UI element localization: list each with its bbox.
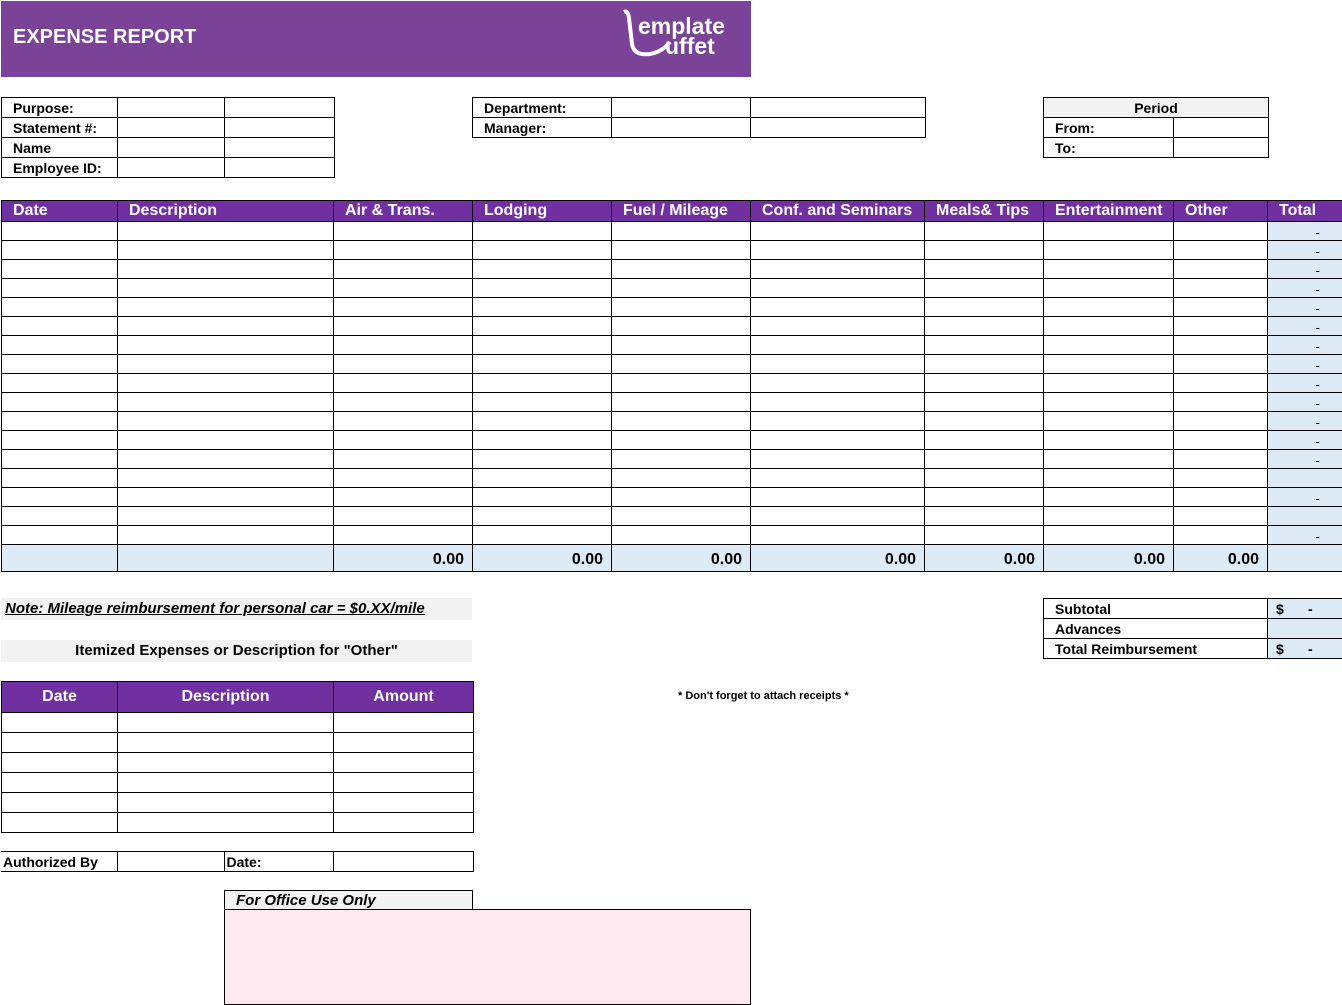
itemized-table bbox=[1, 681, 474, 833]
department-table bbox=[472, 97, 926, 138]
expense-cell[interactable] bbox=[925, 336, 1044, 355]
expense-cell[interactable] bbox=[612, 526, 751, 545]
itemized-cell[interactable] bbox=[334, 813, 474, 833]
expense-cell[interactable] bbox=[1174, 450, 1268, 469]
expense-cell[interactable] bbox=[1174, 298, 1268, 317]
statement-field[interactable] bbox=[118, 118, 225, 138]
expense-cell[interactable] bbox=[118, 431, 334, 450]
employee-id-label: Employee ID: bbox=[2, 158, 118, 178]
amount: - bbox=[1308, 640, 1313, 657]
expense-cell[interactable] bbox=[334, 507, 473, 526]
row-total: - bbox=[1268, 241, 1342, 260]
expense-row bbox=[2, 260, 1342, 279]
expense-cell[interactable] bbox=[473, 431, 612, 450]
expense-cell[interactable] bbox=[118, 412, 334, 431]
expense-row bbox=[2, 298, 1342, 317]
expense-cell[interactable] bbox=[473, 279, 612, 298]
expense-cell[interactable] bbox=[2, 393, 118, 412]
summary-label: Total Reimbursement bbox=[1044, 639, 1268, 659]
expense-cell[interactable] bbox=[118, 355, 334, 374]
row-total: - bbox=[1268, 260, 1342, 279]
employee-id-field[interactable] bbox=[118, 158, 225, 178]
expense-cell[interactable] bbox=[925, 222, 1044, 241]
to-field[interactable] bbox=[1174, 138, 1269, 158]
column-total: 0.00 bbox=[1044, 545, 1174, 572]
column-total: 0.00 bbox=[334, 545, 473, 572]
expense-cell[interactable] bbox=[1174, 260, 1268, 279]
expense-cell[interactable] bbox=[473, 412, 612, 431]
expense-cell[interactable] bbox=[1174, 526, 1268, 545]
expense-cell[interactable] bbox=[1174, 412, 1268, 431]
itemized-cell[interactable] bbox=[334, 773, 474, 793]
expense-cell[interactable] bbox=[1174, 393, 1268, 412]
expense-cell[interactable] bbox=[118, 374, 334, 393]
expense-cell[interactable] bbox=[925, 412, 1044, 431]
expense-cell[interactable] bbox=[925, 355, 1044, 374]
expense-cell[interactable] bbox=[334, 355, 473, 374]
expense-cell[interactable] bbox=[473, 374, 612, 393]
itemized-cell[interactable] bbox=[2, 793, 118, 813]
expense-cell[interactable] bbox=[2, 279, 118, 298]
expense-cell[interactable] bbox=[751, 374, 925, 393]
expense-cell[interactable] bbox=[334, 260, 473, 279]
expense-cell[interactable] bbox=[925, 241, 1044, 260]
expense-cell[interactable] bbox=[473, 336, 612, 355]
expense-cell[interactable] bbox=[751, 412, 925, 431]
expense-cell[interactable] bbox=[1174, 431, 1268, 450]
itemized-cell[interactable] bbox=[118, 773, 334, 793]
column-total: 0.00 bbox=[751, 545, 925, 572]
expense-cell[interactable] bbox=[1044, 507, 1174, 526]
period-table bbox=[1043, 97, 1269, 158]
expense-cell[interactable] bbox=[334, 336, 473, 355]
itemized-row bbox=[2, 773, 474, 793]
svg-text:uffet: uffet bbox=[665, 33, 715, 59]
column-header: Fuel / Mileage bbox=[612, 201, 751, 222]
expense-cell[interactable] bbox=[334, 431, 473, 450]
summary-row bbox=[1044, 599, 1342, 619]
statement-field-2[interactable] bbox=[225, 118, 335, 138]
expense-cell[interactable] bbox=[334, 450, 473, 469]
expense-cell[interactable] bbox=[2, 450, 118, 469]
row-total: - bbox=[1268, 298, 1342, 317]
expense-cell[interactable] bbox=[925, 298, 1044, 317]
expense-cell[interactable] bbox=[751, 393, 925, 412]
expense-cell[interactable] bbox=[1174, 469, 1268, 488]
itemized-cell[interactable] bbox=[2, 733, 118, 753]
expense-cell[interactable] bbox=[118, 450, 334, 469]
authorized-by-label: Authorized By bbox=[1, 852, 117, 872]
expense-cell[interactable] bbox=[1174, 507, 1268, 526]
summary-value bbox=[1268, 599, 1342, 619]
expense-cell[interactable] bbox=[925, 507, 1044, 526]
receipts-note: * Don't forget to attach receipts * bbox=[678, 690, 849, 702]
expense-cell[interactable] bbox=[473, 469, 612, 488]
expense-cell[interactable] bbox=[925, 374, 1044, 393]
expense-cell[interactable] bbox=[612, 336, 751, 355]
row-total: - bbox=[1268, 355, 1342, 374]
expense-cell[interactable] bbox=[473, 526, 612, 545]
expense-cell[interactable] bbox=[118, 298, 334, 317]
itemized-row bbox=[2, 813, 474, 833]
expense-cell[interactable] bbox=[334, 241, 473, 260]
row-total: - bbox=[1268, 336, 1342, 355]
date-label: Date: bbox=[224, 852, 333, 872]
expense-row bbox=[2, 355, 1342, 374]
expense-cell[interactable] bbox=[751, 469, 925, 488]
itemized-cell[interactable] bbox=[2, 813, 118, 833]
expense-cell[interactable] bbox=[612, 374, 751, 393]
itemized-cell[interactable] bbox=[2, 753, 118, 773]
department-field[interactable] bbox=[612, 98, 751, 118]
expense-row bbox=[2, 526, 1342, 545]
column-header: Lodging bbox=[473, 201, 612, 222]
expense-row bbox=[2, 241, 1342, 260]
expense-cell[interactable] bbox=[1044, 469, 1174, 488]
expense-cell[interactable] bbox=[751, 488, 925, 507]
column-total: 0.00 bbox=[1174, 545, 1268, 572]
expense-cell[interactable] bbox=[473, 488, 612, 507]
itemized-cell[interactable] bbox=[334, 713, 474, 733]
row-total: - bbox=[1268, 412, 1342, 431]
expense-cell[interactable] bbox=[612, 412, 751, 431]
expense-cell[interactable] bbox=[751, 241, 925, 260]
purpose-label: Purpose: bbox=[2, 98, 118, 118]
row-total bbox=[1268, 469, 1342, 488]
itemized-cell[interactable] bbox=[118, 733, 334, 753]
expense-cell[interactable] bbox=[1044, 222, 1174, 241]
expense-cell[interactable] bbox=[612, 279, 751, 298]
itemized-cell[interactable] bbox=[334, 753, 474, 773]
row-total: - bbox=[1268, 279, 1342, 298]
expense-cell[interactable] bbox=[1044, 450, 1174, 469]
expense-cell[interactable] bbox=[925, 488, 1044, 507]
expense-cell[interactable] bbox=[118, 336, 334, 355]
expense-cell[interactable] bbox=[925, 469, 1044, 488]
name-field-2[interactable] bbox=[225, 138, 335, 158]
expense-cell[interactable] bbox=[473, 260, 612, 279]
name-label: Name bbox=[2, 138, 118, 158]
column-total: 0.00 bbox=[925, 545, 1044, 572]
column-total: 0.00 bbox=[612, 545, 751, 572]
from-field[interactable] bbox=[1174, 118, 1269, 138]
expense-cell[interactable] bbox=[1044, 374, 1174, 393]
expense-row bbox=[2, 469, 1342, 488]
expense-cell[interactable] bbox=[1044, 412, 1174, 431]
expense-cell[interactable] bbox=[612, 450, 751, 469]
expense-cell[interactable] bbox=[1044, 260, 1174, 279]
expense-cell[interactable] bbox=[118, 279, 334, 298]
summary-table bbox=[1043, 598, 1342, 659]
expense-cell[interactable] bbox=[1044, 241, 1174, 260]
column-totals-row bbox=[2, 545, 1342, 572]
expense-cell[interactable] bbox=[1174, 241, 1268, 260]
expense-cell[interactable] bbox=[751, 431, 925, 450]
expense-row bbox=[2, 317, 1342, 336]
expense-cell[interactable] bbox=[334, 279, 473, 298]
row-total: - bbox=[1268, 488, 1342, 507]
office-use-area[interactable] bbox=[224, 909, 751, 1005]
expense-cell[interactable] bbox=[334, 298, 473, 317]
purpose-field[interactable] bbox=[118, 98, 225, 118]
expense-cell[interactable] bbox=[1044, 355, 1174, 374]
itemized-column-header: Description bbox=[118, 682, 334, 713]
itemized-cell[interactable] bbox=[118, 793, 334, 813]
expense-cell[interactable] bbox=[1044, 279, 1174, 298]
expense-cell[interactable] bbox=[1044, 526, 1174, 545]
row-total: - bbox=[1268, 374, 1342, 393]
expense-cell[interactable] bbox=[751, 260, 925, 279]
expense-cell[interactable] bbox=[473, 298, 612, 317]
expense-cell[interactable] bbox=[751, 317, 925, 336]
expense-cell[interactable] bbox=[751, 355, 925, 374]
expense-cell[interactable] bbox=[2, 526, 118, 545]
itemized-title: Itemized Expenses or Description for "Other" bbox=[1, 640, 472, 662]
column-header: Entertainment bbox=[1044, 201, 1174, 222]
expense-row bbox=[2, 374, 1342, 393]
expense-cell[interactable] bbox=[334, 317, 473, 336]
itemized-cell[interactable] bbox=[334, 793, 474, 813]
expense-cell[interactable] bbox=[334, 393, 473, 412]
column-total: 0.00 bbox=[473, 545, 612, 572]
expense-cell[interactable] bbox=[612, 488, 751, 507]
totals-blank bbox=[2, 545, 118, 572]
column-header: Total bbox=[1268, 201, 1342, 222]
expense-cell[interactable] bbox=[751, 298, 925, 317]
expense-cell[interactable] bbox=[2, 469, 118, 488]
employee-id-field-2[interactable] bbox=[225, 158, 335, 178]
itemized-cell[interactable] bbox=[2, 773, 118, 793]
itemized-column-header: Date bbox=[2, 682, 118, 713]
expense-cell[interactable] bbox=[612, 260, 751, 279]
expense-cell[interactable] bbox=[1044, 431, 1174, 450]
expense-cell[interactable] bbox=[1174, 355, 1268, 374]
itemized-cell[interactable] bbox=[118, 713, 334, 733]
expense-cell[interactable] bbox=[751, 507, 925, 526]
mileage-note: Note: Mileage reimbursement for personal car = $0.XX/mile bbox=[1, 598, 472, 620]
expense-cell[interactable] bbox=[1044, 298, 1174, 317]
itemized-column-header: Amount bbox=[334, 682, 474, 713]
expense-cell[interactable] bbox=[751, 526, 925, 545]
itemized-cell[interactable] bbox=[118, 813, 334, 833]
expense-cell[interactable] bbox=[925, 450, 1044, 469]
expense-cell[interactable] bbox=[1174, 279, 1268, 298]
expense-cell[interactable] bbox=[118, 241, 334, 260]
purpose-field-2[interactable] bbox=[225, 98, 335, 118]
expense-cell[interactable] bbox=[473, 393, 612, 412]
svg-text:emplate: emplate bbox=[638, 13, 725, 39]
expense-cell[interactable] bbox=[612, 355, 751, 374]
manager-field-2[interactable] bbox=[751, 118, 926, 138]
expense-cell[interactable] bbox=[334, 374, 473, 393]
department-label: Department: bbox=[473, 98, 612, 118]
expense-cell[interactable] bbox=[473, 450, 612, 469]
authorized-by-field[interactable] bbox=[117, 852, 224, 872]
summary-value bbox=[1268, 639, 1342, 659]
expense-row bbox=[2, 450, 1342, 469]
expense-cell[interactable] bbox=[2, 507, 118, 526]
expense-cell[interactable] bbox=[1044, 393, 1174, 412]
from-label: From: bbox=[1044, 118, 1174, 138]
expense-cell[interactable] bbox=[118, 317, 334, 336]
expense-cell[interactable] bbox=[612, 241, 751, 260]
expense-cell[interactable] bbox=[1174, 374, 1268, 393]
summary-label: Subtotal bbox=[1044, 599, 1268, 619]
period-title: Period bbox=[1044, 98, 1269, 118]
row-total: - bbox=[1268, 317, 1342, 336]
summary-row bbox=[1044, 619, 1342, 639]
expense-cell[interactable] bbox=[2, 336, 118, 355]
column-header: Meals& Tips bbox=[925, 201, 1044, 222]
expense-cell[interactable] bbox=[1044, 488, 1174, 507]
expense-cell[interactable] bbox=[925, 526, 1044, 545]
expense-cell[interactable] bbox=[2, 222, 118, 241]
expense-cell[interactable] bbox=[118, 260, 334, 279]
expense-cell[interactable] bbox=[334, 488, 473, 507]
itemized-row bbox=[2, 753, 474, 773]
itemized-header-row bbox=[2, 682, 474, 713]
employee-info-table bbox=[1, 97, 335, 178]
expense-cell[interactable] bbox=[925, 279, 1044, 298]
expense-cell[interactable] bbox=[334, 412, 473, 431]
row-total: - bbox=[1268, 222, 1342, 241]
expense-row bbox=[2, 279, 1342, 298]
summary-row bbox=[1044, 639, 1342, 659]
expense-row bbox=[2, 412, 1342, 431]
expense-cell[interactable] bbox=[612, 469, 751, 488]
expense-cell[interactable] bbox=[334, 222, 473, 241]
row-total: - bbox=[1268, 526, 1342, 545]
row-total: - bbox=[1268, 393, 1342, 412]
expense-row bbox=[2, 222, 1342, 241]
row-total: - bbox=[1268, 450, 1342, 469]
manager-label: Manager: bbox=[473, 118, 612, 138]
statement-label: Statement #: bbox=[2, 118, 118, 138]
expense-cell[interactable] bbox=[473, 317, 612, 336]
office-use-title: For Office Use Only bbox=[224, 890, 473, 910]
template-buffet-logo bbox=[620, 8, 745, 63]
expense-cell[interactable] bbox=[925, 393, 1044, 412]
expense-cell[interactable] bbox=[2, 260, 118, 279]
expense-cell[interactable] bbox=[751, 336, 925, 355]
expense-cell[interactable] bbox=[334, 526, 473, 545]
expense-cell[interactable] bbox=[612, 298, 751, 317]
itemized-row bbox=[2, 793, 474, 813]
summary-value bbox=[1268, 619, 1342, 639]
expense-row bbox=[2, 488, 1342, 507]
expense-cell[interactable] bbox=[2, 355, 118, 374]
column-header: Other bbox=[1174, 201, 1268, 222]
expense-cell[interactable] bbox=[1174, 317, 1268, 336]
amount: - bbox=[1308, 600, 1313, 617]
expense-cell[interactable] bbox=[118, 222, 334, 241]
expense-cell[interactable] bbox=[925, 260, 1044, 279]
expense-row bbox=[2, 393, 1342, 412]
expense-cell[interactable] bbox=[612, 317, 751, 336]
expense-cell[interactable] bbox=[612, 393, 751, 412]
department-field-2[interactable] bbox=[751, 98, 926, 118]
totals-blank bbox=[118, 545, 334, 572]
itemized-cell[interactable] bbox=[2, 713, 118, 733]
column-header: Conf. and Seminars bbox=[751, 201, 925, 222]
itemized-cell[interactable] bbox=[334, 733, 474, 753]
report-title: EXPENSE REPORT bbox=[13, 26, 197, 48]
grand-total bbox=[1268, 545, 1342, 572]
expense-cell[interactable] bbox=[118, 526, 334, 545]
expense-cell[interactable] bbox=[473, 507, 612, 526]
expense-cell[interactable] bbox=[2, 298, 118, 317]
column-header: Date bbox=[2, 201, 118, 222]
currency-symbol: $ bbox=[1276, 600, 1284, 617]
name-field[interactable] bbox=[118, 138, 225, 158]
expense-cell[interactable] bbox=[118, 488, 334, 507]
expense-cell[interactable] bbox=[925, 317, 1044, 336]
expense-cell[interactable] bbox=[612, 507, 751, 526]
expense-cell[interactable] bbox=[1044, 336, 1174, 355]
expense-cell[interactable] bbox=[751, 450, 925, 469]
expense-cell[interactable] bbox=[1174, 488, 1268, 507]
expense-cell[interactable] bbox=[473, 241, 612, 260]
expense-cell[interactable] bbox=[2, 488, 118, 507]
to-label: To: bbox=[1044, 138, 1174, 158]
column-header: Description bbox=[118, 201, 334, 222]
expense-cell[interactable] bbox=[612, 431, 751, 450]
expense-table bbox=[1, 200, 1342, 572]
column-header: Air & Trans. bbox=[334, 201, 473, 222]
expense-cell[interactable] bbox=[2, 374, 118, 393]
expense-cell[interactable] bbox=[1044, 317, 1174, 336]
expense-cell[interactable] bbox=[334, 469, 473, 488]
expense-cell[interactable] bbox=[473, 222, 612, 241]
expense-cell[interactable] bbox=[2, 241, 118, 260]
summary-label: Advances bbox=[1044, 619, 1268, 639]
expense-cell[interactable] bbox=[118, 393, 334, 412]
manager-field[interactable] bbox=[612, 118, 751, 138]
expense-cell[interactable] bbox=[473, 355, 612, 374]
authorization-table bbox=[1, 851, 474, 872]
expense-cell[interactable] bbox=[751, 279, 925, 298]
row-total bbox=[1268, 507, 1342, 526]
itemized-cell[interactable] bbox=[118, 753, 334, 773]
currency-symbol: $ bbox=[1276, 640, 1284, 657]
expense-cell[interactable] bbox=[612, 222, 751, 241]
expense-cell[interactable] bbox=[1174, 336, 1268, 355]
authorized-date-field[interactable] bbox=[333, 852, 473, 872]
expense-header-row bbox=[2, 201, 1342, 222]
expense-cell[interactable] bbox=[118, 507, 334, 526]
expense-cell[interactable] bbox=[2, 431, 118, 450]
expense-cell[interactable] bbox=[925, 431, 1044, 450]
expense-cell[interactable] bbox=[2, 412, 118, 431]
expense-cell[interactable] bbox=[1174, 222, 1268, 241]
expense-row bbox=[2, 336, 1342, 355]
expense-cell[interactable] bbox=[118, 469, 334, 488]
expense-row bbox=[2, 431, 1342, 450]
row-total: - bbox=[1268, 431, 1342, 450]
expense-row bbox=[2, 507, 1342, 526]
itemized-row bbox=[2, 733, 474, 753]
expense-cell[interactable] bbox=[2, 317, 118, 336]
itemized-row bbox=[2, 713, 474, 733]
expense-cell[interactable] bbox=[751, 222, 925, 241]
